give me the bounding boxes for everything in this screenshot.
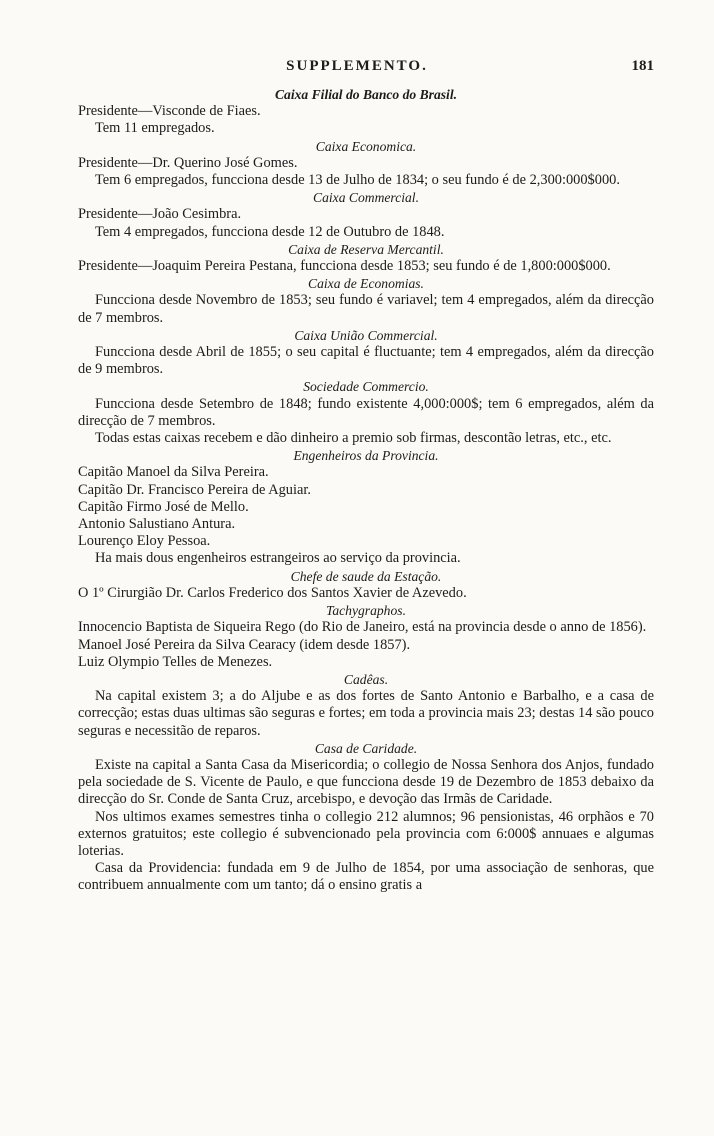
paragraph: Existe na capital a Santa Casa da Misericordia; o collegio de Nossa Senhora dos Anjos, fundado pela sociedade de S. Vicente de Paulo, e que funcciona desde 19 de Dezembro de 1853 debaixo da direcção do Sr. Conde de Santa Cruz, arcebispo, e devoção das Irmãs de Caridade.	[78, 756, 654, 808]
running-title: SUPPLEMENTO.	[286, 58, 428, 74]
section-heading: Cadêas.	[343, 671, 389, 687]
paragraph: Tem 4 empregados, funcciona desde 12 de Outubro de 1848.	[95, 223, 445, 240]
list-item: Lourenço Eloy Pessoa.	[78, 533, 211, 550]
paragraph: Tem 11 empregados.	[95, 120, 215, 137]
list-item: Innocencio Baptista de Siqueira Rego (do Rio de Janeiro, está na provincia desde o anno de 1856).	[78, 619, 647, 636]
list-item: Capitão Firmo José de Mello.	[78, 498, 249, 515]
list-item: Antonio Salustiano Antura.	[78, 516, 236, 533]
section-heading: Engenheiros da Provincia.	[293, 448, 439, 464]
section-heading: Caixa Filial do Banco do Brasil.	[274, 87, 458, 102]
paragraph: Ha mais dous engenheiros estrangeiros ao serviço da provincia.	[95, 550, 461, 567]
list-item: Capitão Dr. Francisco Pereira de Aguiar.	[78, 481, 311, 498]
list-item: Manoel José Pereira da Silva Cearacy (idem desde 1857).	[78, 636, 411, 653]
paragraph: Presidente—Dr. Querino José Gomes.	[78, 154, 298, 171]
paragraph: Na capital existem 3; a do Aljube e as dos fortes de Santo Antonio e Barbalho, e a casa de correcção; estas duas ultimas são seguras e fortes; em toda a provincia mais 23; destas 14 são pouco seguras e necessitão de reparos.	[78, 688, 654, 739]
paragraph: Funcciona desde Setembro de 1848; fundo existente 4,000:000$; tem 6 empregados, além da direcção de 7 membros.	[78, 395, 654, 429]
page-number: 181	[631, 58, 654, 74]
paragraph: Funcciona desde Novembro de 1853; seu fundo é variavel; tem 4 empregados, além da direcção de 7 membros.	[78, 292, 654, 326]
page-body	[78, 86, 654, 895]
paragraph: Funcciona desde Abril de 1855; o seu capital é fluctuante; tem 4 empregados, além da direcção de 9 membros.	[78, 344, 654, 378]
section-heading: Caixa de Reserva Mercantil.	[288, 241, 444, 257]
paragraph: Casa da Providencia: fundada em 9 de Julho de 1854, por uma associação de senhoras, que contribuem annualmente com um tanto; dá o ensino gratis a	[78, 860, 654, 894]
paragraph: Todas estas caixas recebem e dão dinheiro a premio sob firmas, descontão letras, etc., etc.	[95, 430, 612, 447]
paragraph: Nos ultimos exames semestres tinha o collegio 212 alumnos; 96 pensionistas, 46 orphãos e 70 externos gratuitos; este collegio é subvencionado pela provincia com 6:000$ annuaes e algumas loterias.	[78, 808, 654, 859]
paragraph: Presidente—João Cesimbra.	[78, 206, 242, 223]
list-item: Luiz Olympio Telles de Menezes.	[78, 653, 273, 670]
section-heading: Chefe de saude da Estação.	[290, 568, 442, 584]
section-heading: Caixa Economica.	[315, 138, 417, 154]
page-header	[0, 58, 714, 82]
section-heading: Caixa Commercial.	[313, 190, 419, 206]
paragraph: Tem 6 empregados, funcciona desde 13 de Julho de 1834; o seu fundo é de 2,300:000$000.	[95, 172, 620, 189]
section-heading: Caixa União Commercial.	[294, 327, 438, 343]
list-item: Capitão Manoel da Silva Pereira.	[78, 464, 269, 481]
section-heading: Caixa de Economias.	[308, 276, 424, 292]
section-heading: Casa de Caridade.	[314, 740, 418, 756]
paragraph: Presidente—Joaquim Pereira Pestana, funcciona desde 1853; seu fundo é de 1,800:000$000.	[78, 258, 611, 275]
paragraph: Presidente—Visconde de Fiaes.	[78, 103, 261, 120]
paragraph: O 1º Cirurgião Dr. Carlos Frederico dos Santos Xavier de Azevedo.	[78, 584, 467, 601]
section-heading: Sociedade Commercio.	[303, 379, 429, 395]
section-heading: Tachygraphos.	[326, 603, 406, 619]
